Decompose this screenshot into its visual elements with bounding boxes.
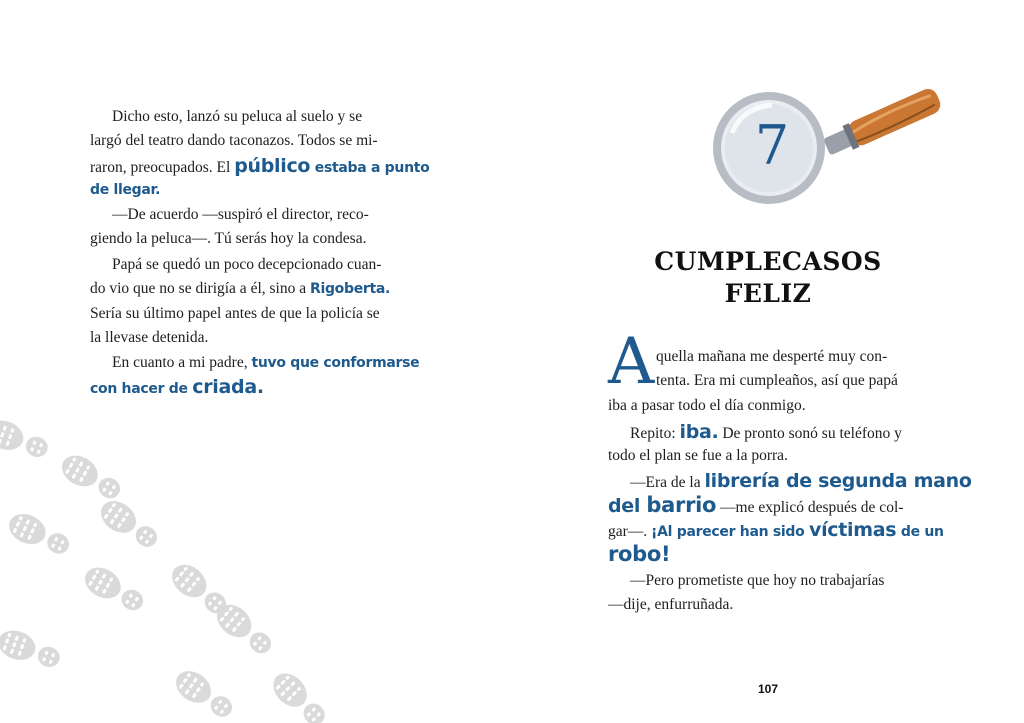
highlighted-text: Rigoberta. (309, 281, 391, 298)
footprint-icon (4, 508, 74, 560)
highlighted-text: criada. (192, 376, 264, 399)
highlighted-text: público (234, 154, 311, 177)
paragraph (608, 469, 972, 567)
magnifying-glass-icon (702, 88, 962, 208)
text-run: Repito: (630, 425, 680, 442)
text-run: iba a pasar todo el día conmigo. (608, 396, 806, 414)
text-run: quella mañana me desperté muy con- (656, 348, 888, 365)
right-page (512, 0, 1024, 723)
chapter-title-line: CUMPLECASOS (654, 247, 882, 276)
text-line (608, 542, 934, 566)
text-line (608, 469, 972, 493)
paragraph (608, 569, 934, 618)
highlighted-text: estaba a punto (310, 159, 430, 176)
paragraph (608, 420, 934, 469)
text-run: la llevase detenida. (90, 329, 209, 347)
text-run: todo el plan se fue a la porra. (608, 447, 788, 465)
highlighted-text: con hacer de (90, 381, 193, 398)
chapter-title (512, 246, 1024, 310)
text-line (608, 420, 934, 444)
chapter-number: 7 (754, 114, 790, 177)
text-line (608, 493, 934, 517)
text-run: —me explicó después de col- (716, 499, 904, 517)
text-run: gar—. (608, 522, 652, 540)
highlighted-text: barrio (646, 493, 717, 518)
text-line (608, 593, 934, 617)
text-run: tenta. Era mi cumpleaños, así que papá (656, 372, 898, 390)
text-run: —De acuerdo —suspiró el director, reco- (112, 206, 369, 223)
text-line (608, 518, 944, 542)
footprint-icon (170, 665, 238, 723)
paragraph (608, 345, 934, 418)
text-run: —Era de la (630, 474, 705, 491)
drop-cap: A (608, 325, 655, 399)
chapter-title-line: FELIZ (724, 279, 812, 308)
text-run: —dije, enfurruñada. (608, 596, 734, 614)
text-run: Dicho esto, lanzó su peluca al suelo y se (112, 108, 363, 125)
text-run: De pronto sonó su teléfono y (718, 425, 902, 442)
text-line (608, 444, 934, 468)
highlighted-text: tuvo que conformarse (251, 355, 420, 371)
footprint-icon (79, 561, 148, 617)
text-line (608, 369, 934, 393)
text-line (608, 394, 934, 418)
text-run: Sería su último papel antes de que la policía se (90, 304, 380, 322)
highlighted-text: de llegar. (90, 182, 161, 199)
text-line (608, 569, 934, 593)
text-run: En cuanto a mi padre, (112, 354, 252, 371)
text-run: giendo la peluca—. Tú serás hoy la condesa. (90, 230, 367, 248)
footprint-icon (95, 495, 163, 555)
text-run: —Pero prometiste que hoy no trabajarías (630, 572, 885, 589)
highlighted-text: víctimas (808, 518, 897, 541)
highlighted-text: librería de segunda mano (704, 470, 972, 492)
highlighted-text: ¡Al parecer han sido (651, 523, 809, 540)
text-run: Papá se quedó un poco decepcionado cuan- (112, 256, 382, 273)
highlighted-text: del (608, 495, 647, 518)
footprint-icon (56, 449, 125, 505)
footprint-icon (0, 626, 64, 674)
highlighted-text: de un (896, 523, 944, 540)
text-run: raron, preocupados. El (90, 158, 235, 176)
highlighted-text: robo! (608, 542, 671, 567)
text-line (608, 345, 934, 369)
text-run: do vio que no se dirigía a él, sino a (90, 280, 310, 298)
footprint-icon (0, 416, 52, 464)
footprint-icon (267, 667, 332, 723)
text-run: largó del teatro dando taconazos. Todos se mi- (90, 132, 378, 150)
highlighted-text: iba. (679, 421, 719, 443)
page-number: 107 (758, 682, 779, 696)
